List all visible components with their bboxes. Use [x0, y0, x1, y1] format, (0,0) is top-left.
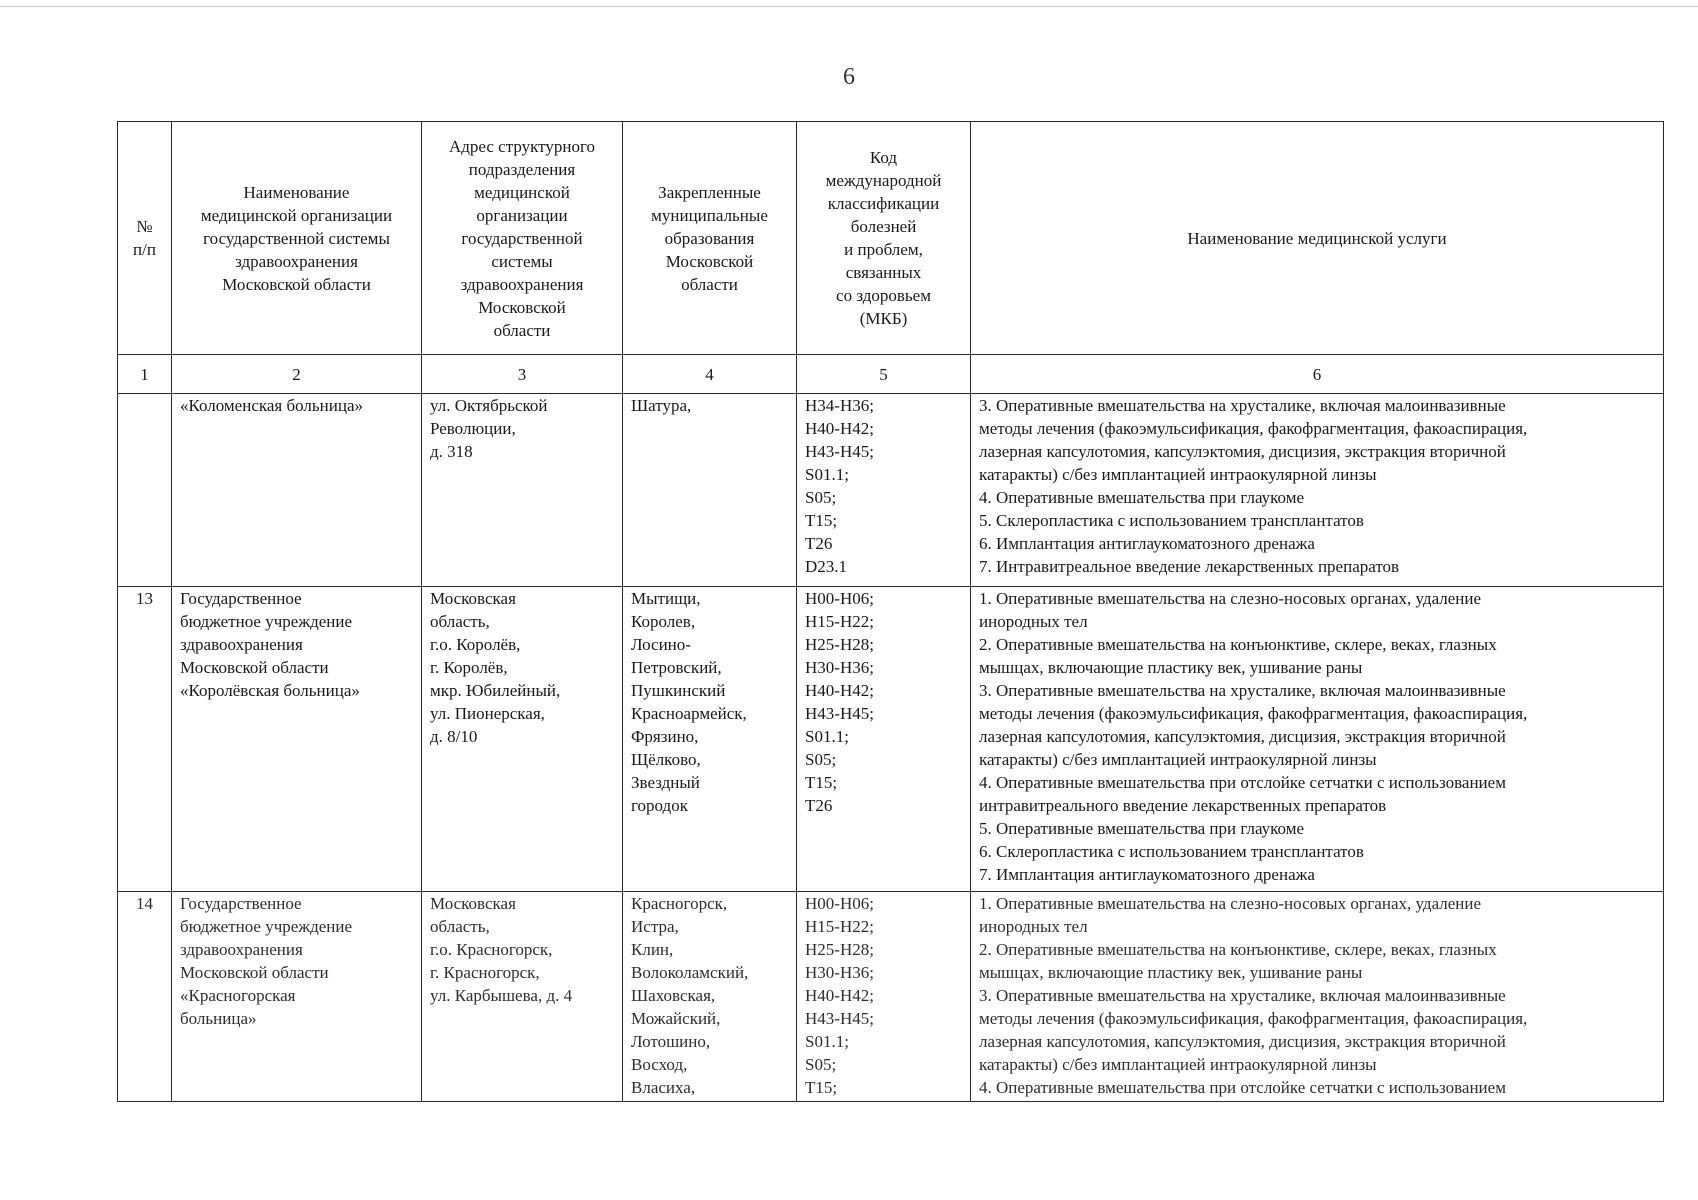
cell-text-line: лазерная капсулотомия, капсулэктомия, дисцизия, экстракция вторичной — [979, 442, 1506, 461]
cell-text-line: мышцах, включающие пластику век, ушивание раны — [979, 963, 1363, 982]
column-number: 1 — [118, 355, 172, 394]
cell-text-line: H43-H45; — [805, 704, 874, 723]
cell-text-line: Московская — [430, 589, 516, 608]
header-cell-service — [971, 122, 1664, 355]
cell-text-line: H40-H42; — [805, 419, 874, 438]
cell-text-line: Московской — [478, 297, 566, 317]
column-number: 6 — [971, 355, 1664, 394]
cell-text-line: подразделения — [468, 159, 576, 179]
page-number: 6 — [843, 64, 855, 90]
cell-text-line: 3. Оперативные вмешательства на хрусталике, включая малоинвазивные — [979, 396, 1506, 415]
cell-text-line: интравитреального введение лекарственных препаратов — [979, 796, 1387, 815]
cell-text-line: медицинской организации — [200, 205, 393, 225]
cell-text-line: Звездный — [631, 773, 700, 792]
column-number: 3 — [422, 355, 623, 394]
cell-text-line: 2. Оперативные вмешательства на конъюнктиве, склере, веках, глазных — [979, 940, 1497, 959]
cell-text-line: S01.1; — [805, 1032, 849, 1051]
cell-text-line: H15-H22; — [805, 917, 874, 936]
column-number: 4 — [623, 355, 797, 394]
header-cell-number — [118, 122, 172, 355]
address — [422, 892, 623, 1102]
cell-text-line: T15; — [805, 511, 838, 530]
cell-text-line: Щёлково, — [631, 750, 701, 769]
cell-text-line: Петровский, — [631, 658, 722, 677]
cell-text-line: T15; — [805, 773, 838, 792]
cell-text-line: Королев, — [631, 612, 696, 631]
cell-text-line: г.о. Королёв, — [430, 635, 521, 654]
cell-text-line: инородных тел — [979, 612, 1088, 631]
cell-text-line: Революции, — [430, 419, 516, 438]
cell-text-line: государственной — [461, 228, 583, 248]
cell-text-line: лазерная капсулотомия, капсулэктомия, дисцизия, экстракция вторичной — [979, 1032, 1506, 1051]
cell-text-line: бюджетное учреждение — [180, 917, 353, 936]
cell-text-line: 3. Оперативные вмешательства на хрусталике, включая малоинвазивные — [979, 681, 1506, 700]
cell-text-line: системы — [491, 251, 553, 271]
cell-text-line: T15; — [805, 1078, 838, 1097]
row-number: 14 — [118, 892, 172, 1102]
cell-text-line: S05; — [805, 750, 837, 769]
organization-name — [172, 892, 422, 1102]
cell-text-line: Красногорск, — [631, 894, 728, 913]
cell-text-line: бюджетное учреждение — [180, 612, 353, 631]
cell-text-line: мкр. Юбилейный, — [430, 681, 561, 700]
cell-text-line: Волоколамский, — [631, 963, 749, 982]
services — [971, 394, 1664, 587]
cell-text-line: 5. Оперативные вмешательства при глаукоме — [979, 819, 1305, 838]
cell-text-line: организации — [476, 205, 568, 225]
cell-text-line: и проблем, — [844, 240, 923, 259]
cell-text-line: области — [493, 320, 551, 340]
cell-text-line: H40-H42; — [805, 986, 874, 1005]
cell-text-line: Красноармейск, — [631, 704, 747, 723]
cell-text-line: Наименование медицинской услуги — [1187, 228, 1447, 248]
cell-text-line: д. 8/10 — [430, 727, 478, 746]
services — [971, 892, 1664, 1102]
cell-text-line: 7. Интравитреальное введение лекарственных препаратов — [979, 557, 1400, 576]
column-number: 5 — [797, 355, 971, 394]
cell-text-line: п/п — [133, 240, 156, 259]
address — [422, 587, 623, 892]
cell-text-line: методы лечения (факоэмульсификация, факофрагментация, факоаспирация, — [979, 419, 1528, 438]
cell-text-line: Власиха, — [631, 1078, 696, 1097]
cell-text-line: образования — [664, 228, 755, 248]
icd-codes — [797, 394, 971, 587]
cell-text-line: Лотошино, — [631, 1032, 711, 1051]
table-header-row — [118, 122, 1664, 355]
cell-text-line: Клин, — [631, 940, 674, 959]
cell-text-line: государственной системы — [203, 228, 390, 248]
cell-text-line: S05; — [805, 1055, 837, 1074]
column-number: 2 — [172, 355, 422, 394]
cell-text-line: H43-H45; — [805, 1009, 874, 1028]
cell-text-line: «Красногорская — [180, 986, 296, 1005]
cell-text-line: классификации — [827, 194, 940, 213]
cell-text-line: H00-H06; — [805, 589, 874, 608]
cell-text-line: 2. Оперативные вмешательства на конъюнктиве, склере, веках, глазных — [979, 635, 1497, 654]
cell-text-line: Можайский, — [631, 1009, 721, 1028]
cell-text-line: 4. Оперативные вмешательства при глаукоме — [979, 488, 1305, 507]
header-cell-address — [422, 122, 623, 355]
cell-text-line: Адрес структурного — [448, 136, 596, 156]
row-number: 13 — [118, 587, 172, 892]
cell-text-line: г. Королёв, — [430, 658, 508, 677]
cell-text-line: 1. Оперативные вмешательства на слезно-носовых органах, удаление — [979, 894, 1482, 913]
cell-text-line: 1. Оперативные вмешательства на слезно-носовых органах, удаление — [979, 589, 1482, 608]
cell-text-line: Московская — [430, 894, 516, 913]
header-cell-icd-code — [797, 122, 971, 355]
cell-text-line: катаракты) с/без имплантацией интраокулярной линзы — [979, 1055, 1377, 1074]
cell-text-line: D23.1 — [805, 557, 848, 576]
cell-text-line: лазерная капсулотомия, капсулэктомия, дисцизия, экстракция вторичной — [979, 727, 1506, 746]
header-cell-municipalities — [623, 122, 797, 355]
cell-text-line: 5. Склеропластика с использованием трансплантатов — [979, 511, 1364, 530]
cell-text-line: д. 318 — [430, 442, 473, 461]
cell-text-line: здравоохранения — [180, 940, 303, 959]
column-number-row — [118, 355, 1664, 394]
cell-text-line: международной — [825, 171, 942, 190]
cell-text-line: больница» — [180, 1009, 257, 1028]
cell-text-line: 7. Имплантация антиглаукоматозного дренажа — [979, 865, 1315, 884]
header-cell-organization — [172, 122, 422, 355]
cell-text-line: H00-H06; — [805, 894, 874, 913]
cell-text-line: Государственное — [180, 894, 302, 913]
cell-text-line: «Коломенская больница» — [180, 396, 363, 415]
cell-text-line: Фрязино, — [631, 727, 699, 746]
cell-text-line: S01.1; — [805, 727, 849, 746]
cell-text-line: H30-H36; — [805, 658, 874, 677]
cell-text-line: «Королёвская больница» — [180, 681, 360, 700]
cell-text-line: области — [681, 274, 738, 294]
table-row — [118, 394, 1664, 587]
cell-text-line: ул. Пионерская, — [430, 704, 545, 723]
cell-text-line: со здоровьем — [836, 286, 931, 305]
cell-text-line: № — [136, 217, 153, 236]
cell-text-line: S05; — [805, 488, 837, 507]
cell-text-line: Пушкинский — [631, 681, 726, 700]
cell-text-line: область, — [430, 612, 490, 631]
cell-text-line: Закрепленные — [658, 182, 761, 202]
cell-text-line: методы лечения (факоэмульсификация, факофрагментация, факоаспирация, — [979, 704, 1528, 723]
cell-text-line: катаракты) с/без имплантацией интраокулярной линзы — [979, 465, 1377, 484]
cell-text-line: ул. Октябрьской — [430, 396, 548, 415]
cell-text-line: Код — [869, 148, 898, 167]
cell-text-line: Истра, — [631, 917, 679, 936]
cell-text-line: катаракты) с/без имплантацией интраокулярной линзы — [979, 750, 1377, 769]
cell-text-line: инородных тел — [979, 917, 1088, 936]
cell-text-line: область, — [430, 917, 490, 936]
cell-text-line: H40-H42; — [805, 681, 874, 700]
cell-text-line: H15-H22; — [805, 612, 874, 631]
cell-text-line: Лосино- — [631, 635, 691, 654]
table-row — [118, 892, 1664, 1102]
cell-text-line: Мытищи, — [631, 589, 701, 608]
cell-text-line: г. Красногорск, — [430, 963, 540, 982]
scan-edge-line — [0, 6, 1698, 7]
cell-text-line: 4. Оперативные вмешательства при отслойке сетчатки с использованием — [979, 773, 1506, 792]
icd-codes — [797, 892, 971, 1102]
cell-text-line: (МКБ) — [859, 309, 908, 328]
table-row — [118, 587, 1664, 892]
cell-text-line: г.о. Красногорск, — [430, 940, 553, 959]
cell-text-line: Шатура, — [631, 396, 692, 415]
cell-text-line: 6. Имплантация антиглаукоматозного дренажа — [979, 534, 1315, 553]
cell-text-line: Наименование — [243, 182, 350, 202]
cell-text-line: 3. Оперативные вмешательства на хрусталике, включая малоинвазивные — [979, 986, 1506, 1005]
cell-text-line: Московской — [665, 251, 754, 271]
cell-text-line: Государственное — [180, 589, 302, 608]
address — [422, 394, 623, 587]
cell-text-line: T26 — [805, 534, 833, 553]
cell-text-line: связанных — [845, 263, 922, 282]
cell-text-line: Московской области — [180, 963, 329, 982]
cell-text-line: здравоохранения — [460, 274, 584, 294]
cell-text-line: здравоохранения — [235, 251, 358, 271]
cell-text-line: методы лечения (факоэмульсификация, факофрагментация, факоаспирация, — [979, 1009, 1528, 1028]
municipalities — [623, 394, 797, 587]
municipalities — [623, 587, 797, 892]
cell-text-line: 4. Оперативные вмешательства при отслойке сетчатки с использованием — [979, 1078, 1506, 1097]
cell-text-line: болезней — [850, 217, 917, 236]
cell-text-line: H25-H28; — [805, 940, 874, 959]
services — [971, 587, 1664, 892]
cell-text-line: H43-H45; — [805, 442, 874, 461]
cell-text-line: Московской области — [180, 658, 329, 677]
cell-text-line: H30-H36; — [805, 963, 874, 982]
cell-text-line: H34-H36; — [805, 396, 874, 415]
organization-name — [172, 394, 422, 587]
cell-text-line: ул. Карбышева, д. 4 — [430, 986, 573, 1005]
cell-text-line: мышцах, включающие пластику век, ушивание раны — [979, 658, 1363, 677]
medical-services-table — [117, 121, 1664, 1102]
cell-text-line: Московской области — [222, 274, 371, 294]
organization-name — [172, 587, 422, 892]
cell-text-line: Восход, — [631, 1055, 688, 1074]
cell-text-line: Шаховская, — [631, 986, 716, 1005]
cell-text-line: 6. Склеропластика с использованием трансплантатов — [979, 842, 1364, 861]
row-number — [118, 394, 172, 587]
cell-text-line: городок — [631, 796, 688, 815]
cell-text-line: медицинской — [474, 182, 570, 202]
municipalities — [623, 892, 797, 1102]
icd-codes — [797, 587, 971, 892]
cell-text-line: муниципальные — [651, 205, 768, 225]
cell-text-line: S01.1; — [805, 465, 849, 484]
cell-text-line: H25-H28; — [805, 635, 874, 654]
cell-text-line: здравоохранения — [180, 635, 303, 654]
cell-text-line: T26 — [805, 796, 833, 815]
